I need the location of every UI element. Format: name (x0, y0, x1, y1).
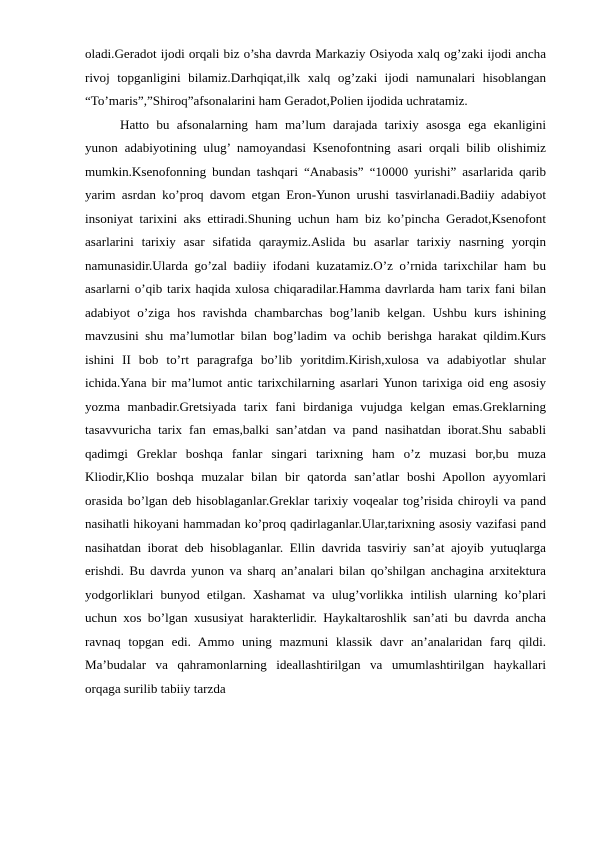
paragraph-1: oladi.Geradot ijodi orqali biz o’sha davrda Markaziy Osiyoda xalq og’zaki ijodi ancha rivoj topganligini bilamiz.Darhqiqat,ilk xalq og’zaki ijodi namunalari hisoblangan “To’maris”,”Shiroq”afsonalarini ham Geradot,Polien ijodida uchratamiz. (85, 46, 546, 108)
body-text (85, 42, 546, 700)
paragraph-2: Hatto bu afsonalarning ham ma’lum darajada tarixiy asosga ega ekanligini yunon adabiyotining ulug’ namoyandasi Ksenofontning asari orqali bilib olishimiz mumkin.Ksenofonning bundan tashqari “Anabasis” “10000 yurishi” asarlarida qarib yarim asrdan ko’proq davom etgan Eron-Yunon urushi tasvirlanadi.Badiiy adabiyot insoniyat tarixini aks ettiradi.Shuning uchun ham biz ko’pincha Geradot,Ksenofont asarlarini tarixiy asar sifatida qaraymiz.Aslida bu asarlar tarixiy nasrning yorqin namunasidir.Ularda go’zal badiiy ifodani kuzatamiz.O’z o’rnida tarixchilar ham bu asarlarni o’qib tarix haqida xulosa chiqaradilar.Hamma davrlarda ham tarix fani bilan adabiyot o’ziga hos ravishda chambarchas bog’lanib kelgan. Ushbu kurs ishining mavzusini shu ma’lumotlar bilan bog’ladim va ochib berishga harakat qildim.Kurs ishini II bob to’rt paragrafga bo’lib yoritdim.Kirish,xulosa va adabiyotlar shular ichida.Yana bir ma’lumot antic tarixchilarning asarlari Yunon tarixiga oid eng asosiy yozma manbadir.Gretsiyada tarix fani birdaniga vujudga kelgan emas.Greklarning tasavvuricha tarix fan emas,balki san’atdan va pand nasihatdan iborat.Shu sababli qadimgi Greklar boshqa fanlar singari tarixning ham o’z muzasi bor,bu muza Kliodir,Klio boshqa muzalar bilan bir qatorda san’atlar boshi Apollon ayyomlari orasida bo’lgan deb hisoblaganlar.Greklar tarixiy voqealar tog’risida chiroyli va pand nasihatli hikoyani hammadan ko’proq qadirlaganlar.Ular,tarixning asosiy vazifasi pand nasihatdan iborat deb hisoblaganlar. Ellin davrida tasviriy san’at ajoyib yutuqlarga erishdi. Bu davrda yunon va sharq an’analari bilan qo’shilgan anchagina arxitektura yodgorliklari bunyod etilgan. Xashamat va ulug’vorlikka intilish ularning ko’plari uchun xos bo’lgan xususiyat harakterlidir. Haykaltaroshlik san’ati bu davrda ancha ravnaq topgan edi. Ammo uning mazmuni klassik davr an’analaridan farq qildi. Ma’budalar va qahramonlarning ideallashtirilgan va umumlashtirilgan haykallari orqaga surilib tabiiy tarzda (85, 116, 546, 696)
